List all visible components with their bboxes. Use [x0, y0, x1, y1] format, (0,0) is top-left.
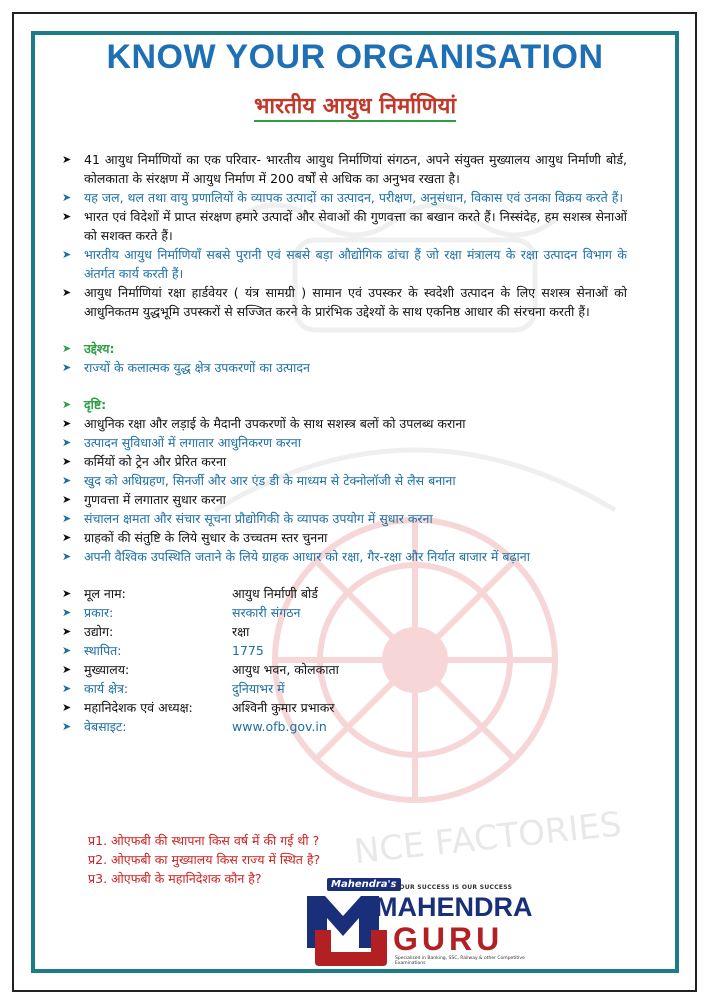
fact-row-dg — [62, 698, 627, 717]
vision-item — [62, 509, 627, 528]
fact-row-type — [62, 603, 627, 622]
arrow-bullet-icon: ➤ — [62, 286, 72, 299]
arrow-bullet-icon: ➤ — [62, 663, 72, 676]
fact-value: अश्विनी कुमार प्रभाकर — [232, 700, 335, 715]
vision-item — [62, 433, 627, 452]
intro-bullet — [62, 188, 627, 207]
vision-text: खुद को अधिग्रहण, सिनर्जी और आर एंड डी के माध्यम से टेक्नोलॉजी से लैस बनाना — [84, 473, 456, 488]
intro-bullet — [62, 150, 627, 188]
arrow-bullet-icon: ➤ — [62, 587, 72, 600]
fact-value: आयुध भवन, कोलकाता — [232, 662, 339, 677]
question-item: प्र3. ओएफबी के महानिदेशक कौन है? — [88, 871, 262, 886]
objective-text: राज्यों के कलात्मक युद्ध क्षेत्र उपकरणों का उत्पादन — [84, 360, 310, 375]
intro-bullet — [62, 207, 627, 245]
page-title: KNOW YOUR ORGANISATION — [106, 38, 604, 76]
vision-item — [62, 414, 627, 433]
arrow-bullet-icon: ➤ — [62, 550, 72, 563]
page-subtitle-text: भारतीय आयुध निर्माणियां — [254, 94, 456, 122]
fact-value: 1775 — [232, 643, 264, 658]
mahendra-guru-logo — [305, 878, 533, 968]
arrow-bullet-icon: ➤ — [62, 436, 72, 449]
question-item: प्र1. ओएफबी की स्थापना किस वर्ष में की गई थी ? — [88, 833, 320, 848]
fact-value: दुनियाभर में — [232, 681, 285, 696]
arrow-bullet-icon: ➤ — [62, 455, 72, 468]
logo-name-line1: MAHENDRA — [375, 892, 533, 922]
page-subtitle — [35, 90, 675, 120]
fact-label: वेबसाइट: — [84, 719, 127, 734]
fact-row-industry — [62, 622, 627, 641]
objective-item — [62, 358, 627, 377]
arrow-bullet-icon: ➤ — [62, 625, 72, 638]
arrow-bullet-icon: ➤ — [62, 191, 72, 204]
arrow-bullet-icon: ➤ — [62, 153, 72, 166]
arrow-bullet-icon: ➤ — [62, 361, 72, 374]
content-body — [62, 150, 627, 736]
arrow-bullet-icon: ➤ — [62, 398, 72, 411]
logo-name-line2: GURU — [393, 921, 504, 957]
arrow-bullet-icon: ➤ — [62, 606, 72, 619]
arrow-bullet-icon: ➤ — [62, 531, 72, 544]
objective-heading-text: उद्देश्य: — [84, 341, 115, 356]
vision-text: कर्मियों को ट्रेन और प्रेरित करना — [84, 454, 227, 469]
objective-heading — [62, 339, 627, 358]
fact-label: स्थापित: — [84, 643, 122, 658]
logo-brand: Mahendra's — [327, 878, 401, 891]
fact-label: प्रकार: — [84, 605, 114, 620]
arrow-bullet-icon: ➤ — [62, 493, 72, 506]
fact-value: रक्षा — [232, 624, 250, 639]
intro-bullet — [62, 245, 627, 283]
vision-item — [62, 471, 627, 490]
arrow-bullet-icon: ➤ — [62, 682, 72, 695]
arrow-bullet-icon: ➤ — [62, 701, 72, 714]
fact-label: महानिदेशक एवं अध्यक्ष: — [84, 700, 193, 715]
vision-text: ग्राहकों की संतुष्टि के लिये सुधार के उच्चतम स्तर चुनना — [84, 530, 328, 545]
fact-label: उद्योग: — [84, 624, 114, 639]
arrow-bullet-icon: ➤ — [62, 474, 72, 487]
watermark-text: NCE FACTORIES — [352, 804, 624, 873]
questions-block — [88, 831, 320, 888]
fact-row-founded — [62, 641, 627, 660]
intro-text: आयुध निर्माणियां रक्षा हार्डवेयर ( यंत्र सामग्री ) सामान एवं उपस्कर के स्वदेशी उत्पादन के लिए सशस्त्र सेनाओं को आधुनिकतम युद्धभूमि उपस्करों से सज्जित करने के प्रारंभिक उद्देश्यों के साथ एकनिष्ठ आधार की संरचना करती हैं। — [84, 285, 627, 319]
arrow-bullet-icon: ➤ — [62, 342, 72, 355]
intro-text: 41 आयुध निर्माणियों का एक परिवार- भारतीय आयुध निर्माणियां संगठन, अपने संयुक्त मुख्यालय आयुध निर्माणी बोर्ड, कोलकाता के संरक्षण में आयुध निर्माण में 200 वर्षों से अधिक का अनुभव रखता है। — [84, 152, 627, 186]
arrow-bullet-icon: ➤ — [62, 644, 72, 657]
arrow-bullet-icon: ➤ — [62, 210, 72, 223]
logo-fine-print: Specialised in Banking, SSC, Railway & other Competitive Examinations — [395, 956, 525, 966]
intro-text: यह जल, थल तथा वायु प्रणालियों के व्यापक उत्पादों का उत्पादन, परीक्षण, अनुसंधान, विकास एवं उनका विक्रय करते हैं। — [84, 190, 624, 205]
fact-row-hq — [62, 660, 627, 679]
fact-row-website — [62, 717, 627, 736]
arrow-bullet-icon: ➤ — [62, 417, 72, 430]
intro-bullet — [62, 283, 627, 321]
fact-value: आयुध निर्माणी बोर्ड — [232, 586, 318, 601]
question-item: प्र2. ओएफबी का मुख्यालय किस राज्य में स्थित है? — [88, 852, 321, 867]
fact-label: मूल नाम: — [84, 586, 126, 601]
fact-label: मुख्यालय: — [84, 662, 130, 677]
vision-heading-text: दृष्टि: — [84, 397, 107, 412]
fact-row-name — [62, 584, 627, 603]
vision-text: उत्पादन सुविधाओं में लगातार आधुनिकरण करना — [84, 435, 301, 450]
arrow-bullet-icon: ➤ — [62, 248, 72, 261]
fact-value: सरकारी संगठन — [232, 605, 301, 620]
vision-item — [62, 528, 627, 547]
arrow-bullet-icon: ➤ — [62, 512, 72, 525]
vision-text: गुणवत्ता में लगातार सुधार करना — [84, 492, 226, 507]
vision-text: अपनी वैश्विक उपस्थिति जताने के लिये ग्राहक आधार को रक्षा, गैर-रक्षा और निर्यात बाजार में बढ़ाना — [84, 549, 530, 564]
vision-heading — [62, 395, 627, 414]
vision-text: आधुनिक रक्षा और लड़ाई के मैदानी उपकरणों के साथ सशस्त्र बलों को उपलब्ध कराना — [84, 416, 466, 431]
logo-tagline: YOUR SUCCESS IS OUR SUCCESS — [395, 884, 513, 891]
website-link[interactable]: www.ofb.gov.in — [232, 719, 327, 734]
vision-item — [62, 547, 627, 566]
intro-text: भारत एवं विदेशों में प्राप्त संरक्षण हमारे उत्पादों और सेवाओं की गुणवत्ता का बखान करते हैं। निस्संदेह, हम सशस्त्र सेनाओं को सशक्त करते हैं। — [84, 209, 627, 243]
vision-item — [62, 490, 627, 509]
vision-text: संचालन क्षमता और संचार सूचना प्रौद्योगिकी के व्यापक उपयोग में सुधार करना — [84, 511, 433, 526]
vision-item — [62, 452, 627, 471]
arrow-bullet-icon: ➤ — [62, 720, 72, 733]
fact-label: कार्य क्षेत्र: — [84, 681, 129, 696]
intro-text: भारतीय आयुध निर्माणियाँ सबसे पुरानी एवं सबसे बड़ा औद्योगिक ढांचा हैं जो रक्षा मंत्रालय के रक्षा उत्पादन विभाग के अंतर्गत कार्य करती हैं। — [84, 247, 627, 281]
fact-row-area — [62, 679, 627, 698]
